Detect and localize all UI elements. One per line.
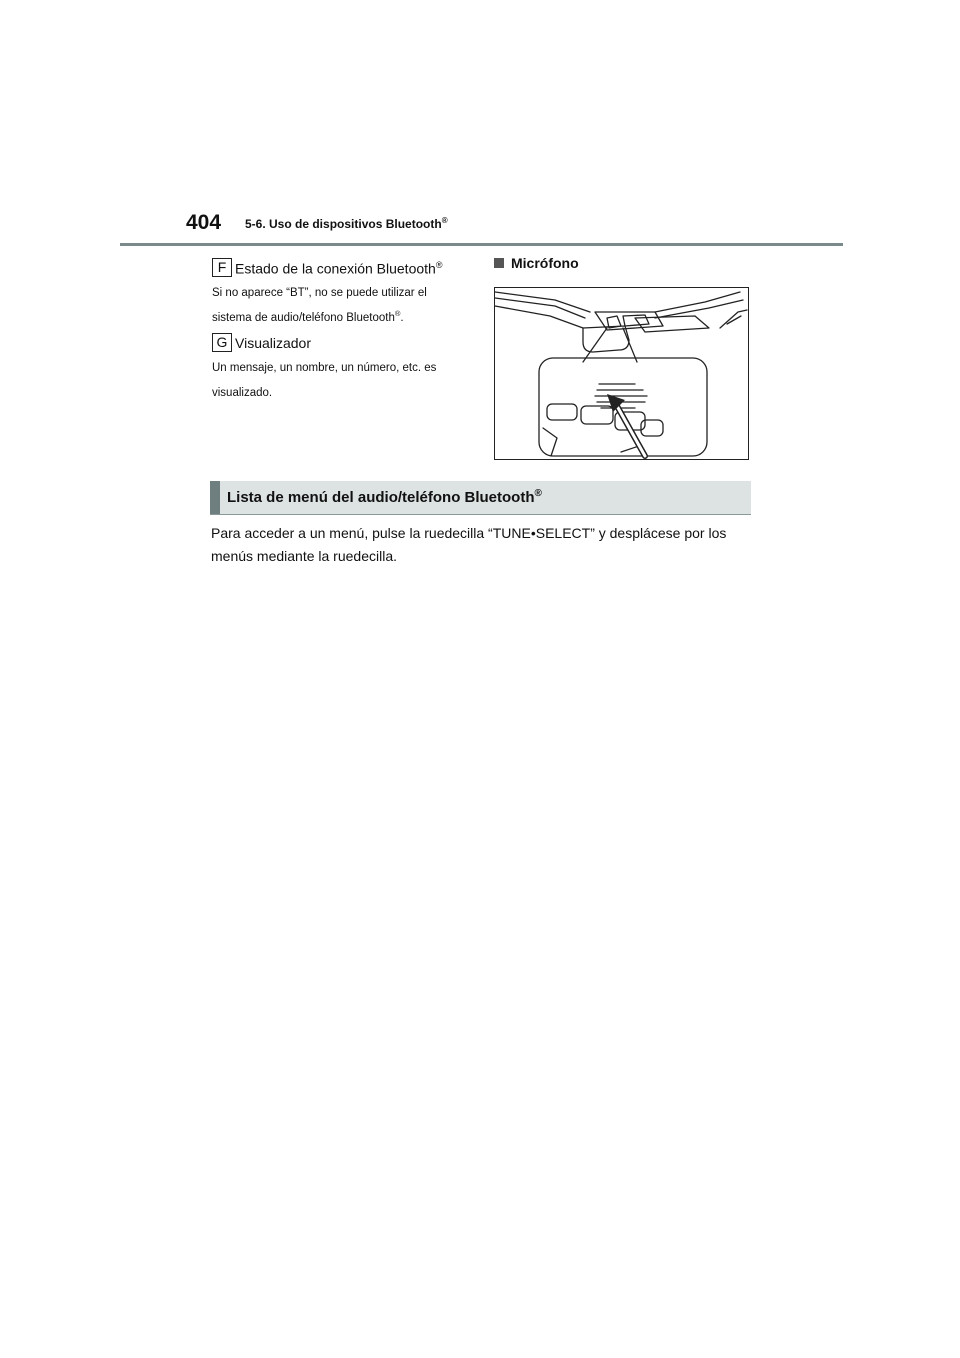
section-title	[245, 217, 448, 230]
callout-letter-g: G	[212, 333, 232, 352]
registered-mark: ®	[534, 488, 542, 499]
subheading-text: Micrófono	[511, 255, 579, 271]
description-text: sistema de audio/teléfono Bluetooth	[212, 312, 395, 324]
body-line: Para acceder a un menú, pulse la ruedecilla “TUNE•SELECT” y desplácese por los	[211, 525, 727, 541]
item-title-display: Visualizador	[235, 335, 312, 351]
microphone-location-illustration	[495, 288, 748, 459]
callout-letter-f: F	[212, 258, 232, 277]
registered-mark: ®	[394, 309, 401, 319]
description-line: Si no aparece “BT”, no se puede utilizar el	[212, 287, 427, 299]
banner-title-text: Lista de menú del audio/teléfono Bluetooth	[227, 489, 535, 506]
registered-mark: ®	[435, 260, 443, 270]
banner-title	[227, 489, 542, 505]
section-title-text: 5-6. Uso de dispositivos Bluetooth	[245, 217, 442, 231]
body-paragraph	[211, 522, 756, 568]
item-description-connection-status	[212, 281, 474, 331]
subheading-microphone	[494, 256, 579, 270]
banner-accent-bar	[210, 481, 220, 514]
item-title-text: Estado de la conexión Bluetooth	[235, 260, 436, 277]
microphone-figure	[494, 287, 749, 460]
item-description-display	[212, 356, 474, 406]
body-line: menús mediante la ruedecilla.	[211, 548, 397, 564]
description-line: visualizado.	[212, 387, 273, 399]
description-line	[212, 306, 474, 331]
header-rule	[120, 243, 843, 246]
section-banner	[210, 481, 751, 515]
page-number: 404	[186, 211, 222, 234]
description-period: .	[400, 312, 404, 324]
square-bullet-icon	[494, 258, 504, 268]
item-title-connection-status	[235, 261, 442, 276]
registered-mark: ®	[441, 216, 448, 225]
description-line: Un mensaje, un nombre, un número, etc. es	[212, 362, 437, 374]
